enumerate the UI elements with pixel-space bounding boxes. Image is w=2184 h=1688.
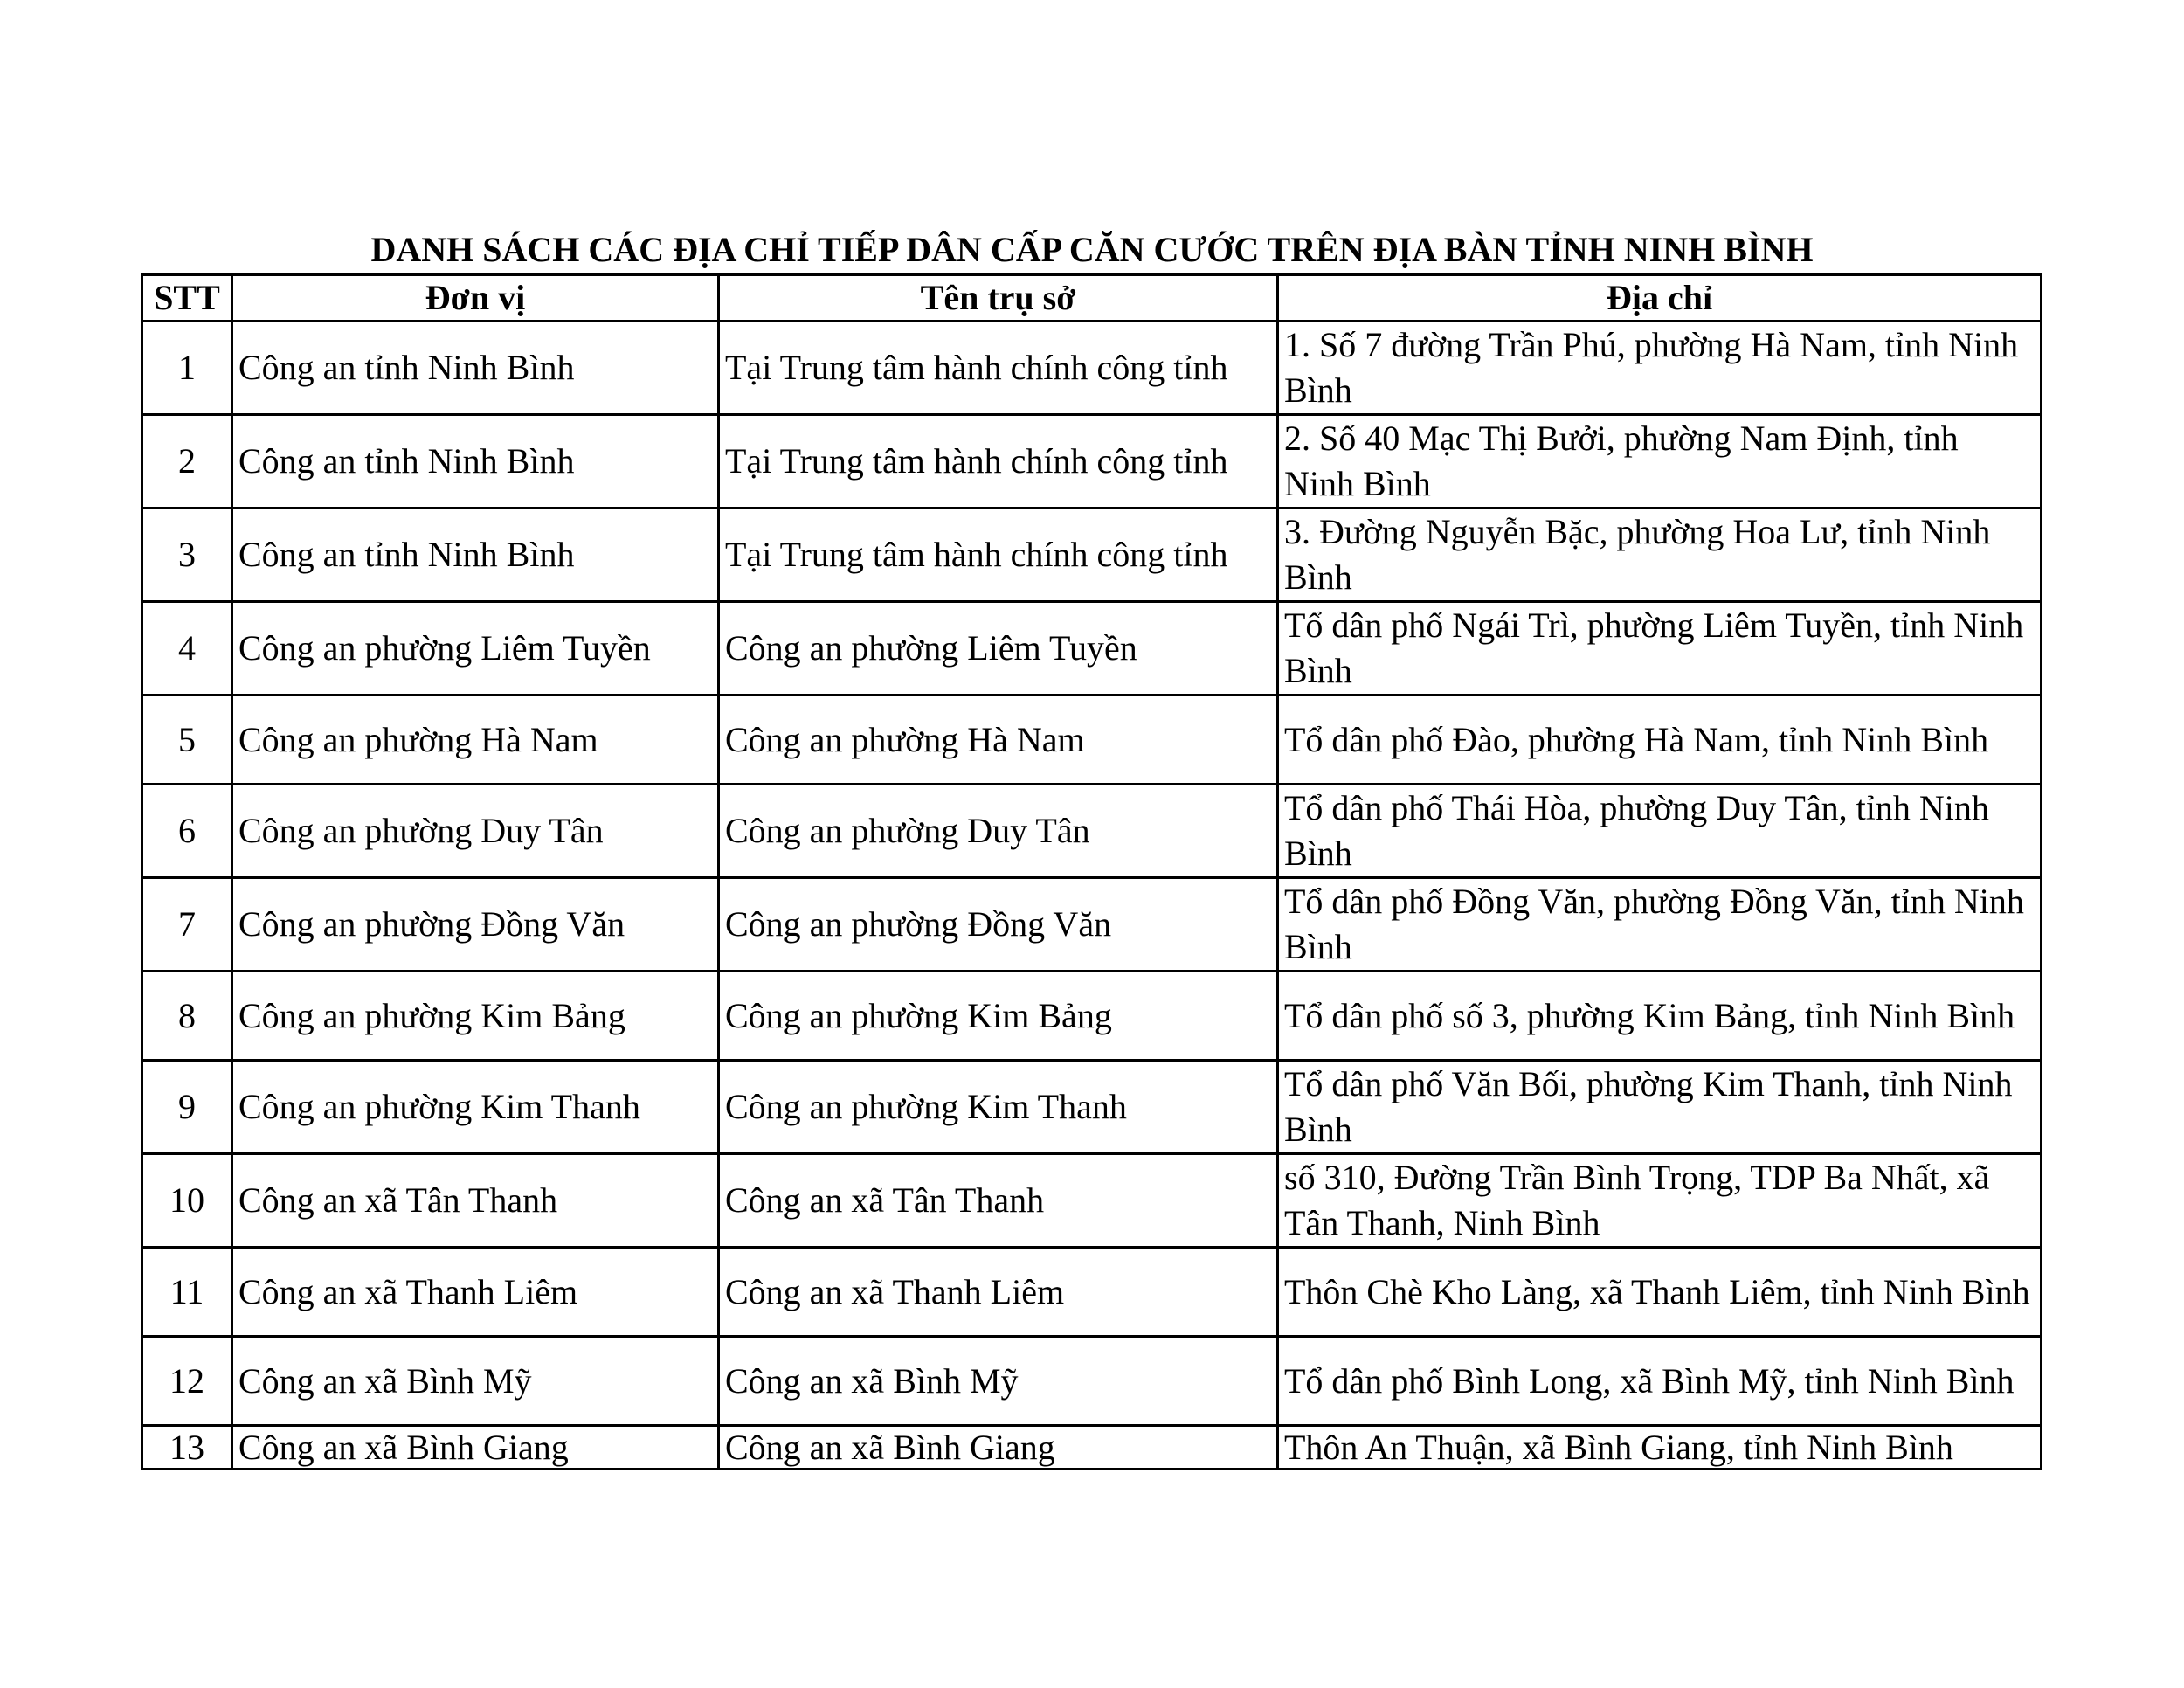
row-stt: 2 xyxy=(142,415,232,508)
row-office: Công an phường Kim Thanh xyxy=(719,1061,1278,1154)
row-stt: 13 xyxy=(142,1426,232,1470)
row-stt: 8 xyxy=(142,972,232,1061)
row-stt: 12 xyxy=(142,1337,232,1426)
row-office: Công an phường Duy Tân xyxy=(719,785,1278,878)
table-row xyxy=(142,508,2042,602)
row-address: 2. Số 40 Mạc Thị Bưởi, phường Nam Định, tỉnh Ninh Bình xyxy=(1278,415,2042,508)
document-title: DANH SÁCH CÁC ĐỊA CHỈ TIẾP DÂN CẤP CĂN CƯỚC TRÊN ĐỊA BÀN TỈNH NINH BÌNH xyxy=(370,230,1814,269)
row-office: Công an xã Bình Giang xyxy=(719,1426,1278,1470)
row-stt: 11 xyxy=(142,1248,232,1337)
row-stt: 1 xyxy=(142,322,232,415)
header-unit: Đơn vị xyxy=(232,275,719,322)
row-unit: Công an phường Kim Bảng xyxy=(232,972,719,1061)
row-office: Công an phường Hà Nam xyxy=(719,695,1278,785)
row-address: Tổ dân phố Thái Hòa, phường Duy Tân, tỉnh Ninh Bình xyxy=(1278,785,2042,878)
row-stt: 4 xyxy=(142,602,232,695)
row-address: 1. Số 7 đường Trần Phú, phường Hà Nam, tỉnh Ninh Bình xyxy=(1278,322,2042,415)
row-unit: Công an phường Kim Thanh xyxy=(232,1061,719,1154)
row-unit: Công an xã Tân Thanh xyxy=(232,1154,719,1248)
row-office: Công an xã Thanh Liêm xyxy=(719,1248,1278,1337)
row-stt: 6 xyxy=(142,785,232,878)
row-stt: 5 xyxy=(142,695,232,785)
header-office: Tên trụ sở xyxy=(719,275,1278,322)
row-office: Công an phường Đồng Văn xyxy=(719,878,1278,972)
row-address: Tổ dân phố Đồng Văn, phường Đồng Văn, tỉnh Ninh Bình xyxy=(1278,878,2042,972)
table-row xyxy=(142,1061,2042,1154)
row-unit: Công an tỉnh Ninh Bình xyxy=(232,415,719,508)
row-unit: Công an phường Duy Tân xyxy=(232,785,719,878)
row-stt: 3 xyxy=(142,508,232,602)
table-row xyxy=(142,1426,2042,1470)
header-stt: STT xyxy=(142,275,232,322)
header-address: Địa chỉ xyxy=(1278,275,2042,322)
table-row xyxy=(142,785,2042,878)
table-row xyxy=(142,1154,2042,1248)
row-unit: Công an xã Thanh Liêm xyxy=(232,1248,719,1337)
table-row xyxy=(142,878,2042,972)
row-address: số 310, Đường Trần Bình Trọng, TDP Ba Nhất, xã Tân Thanh, Ninh Bình xyxy=(1278,1154,2042,1248)
row-stt: 10 xyxy=(142,1154,232,1248)
row-office: Công an xã Bình Mỹ xyxy=(719,1337,1278,1426)
row-office: Công an xã Tân Thanh xyxy=(719,1154,1278,1248)
table-row xyxy=(142,695,2042,785)
row-unit: Công an tỉnh Ninh Bình xyxy=(232,322,719,415)
row-office: Tại Trung tâm hành chính công tỉnh xyxy=(719,322,1278,415)
row-address: 3. Đường Nguyễn Bặc, phường Hoa Lư, tỉnh Ninh Bình xyxy=(1278,508,2042,602)
row-unit: Công an phường Đồng Văn xyxy=(232,878,719,972)
table-row xyxy=(142,322,2042,415)
row-address: Tổ dân phố Văn Bối, phường Kim Thanh, tỉnh Ninh Bình xyxy=(1278,1061,2042,1154)
row-unit: Công an xã Bình Giang xyxy=(232,1426,719,1470)
table-row xyxy=(142,1248,2042,1337)
row-office: Công an phường Kim Bảng xyxy=(719,972,1278,1061)
row-address: Tổ dân phố Ngái Trì, phường Liêm Tuyền, tỉnh Ninh Bình xyxy=(1278,602,2042,695)
table-row xyxy=(142,1337,2042,1426)
row-address: Tổ dân phố Đào, phường Hà Nam, tỉnh Ninh Bình xyxy=(1278,695,2042,785)
table-row xyxy=(142,602,2042,695)
row-address: Thôn Chè Kho Làng, xã Thanh Liêm, tỉnh Ninh Bình xyxy=(1278,1248,2042,1337)
row-unit: Công an tỉnh Ninh Bình xyxy=(232,508,719,602)
row-office: Tại Trung tâm hành chính công tỉnh xyxy=(719,508,1278,602)
table-header-row xyxy=(142,275,2042,322)
address-table xyxy=(141,273,2042,1470)
row-unit: Công an phường Liêm Tuyền xyxy=(232,602,719,695)
row-address: Tổ dân phố Bình Long, xã Bình Mỹ, tỉnh Ninh Bình xyxy=(1278,1337,2042,1426)
row-office: Tại Trung tâm hành chính công tỉnh xyxy=(719,415,1278,508)
row-stt: 9 xyxy=(142,1061,232,1154)
table-row xyxy=(142,415,2042,508)
row-unit: Công an xã Bình Mỹ xyxy=(232,1337,719,1426)
row-office: Công an phường Liêm Tuyền xyxy=(719,602,1278,695)
table-row xyxy=(142,972,2042,1061)
row-address: Thôn An Thuận, xã Bình Giang, tỉnh Ninh Bình xyxy=(1278,1426,2042,1470)
row-address: Tổ dân phố số 3, phường Kim Bảng, tỉnh Ninh Bình xyxy=(1278,972,2042,1061)
row-stt: 7 xyxy=(142,878,232,972)
row-unit: Công an phường Hà Nam xyxy=(232,695,719,785)
